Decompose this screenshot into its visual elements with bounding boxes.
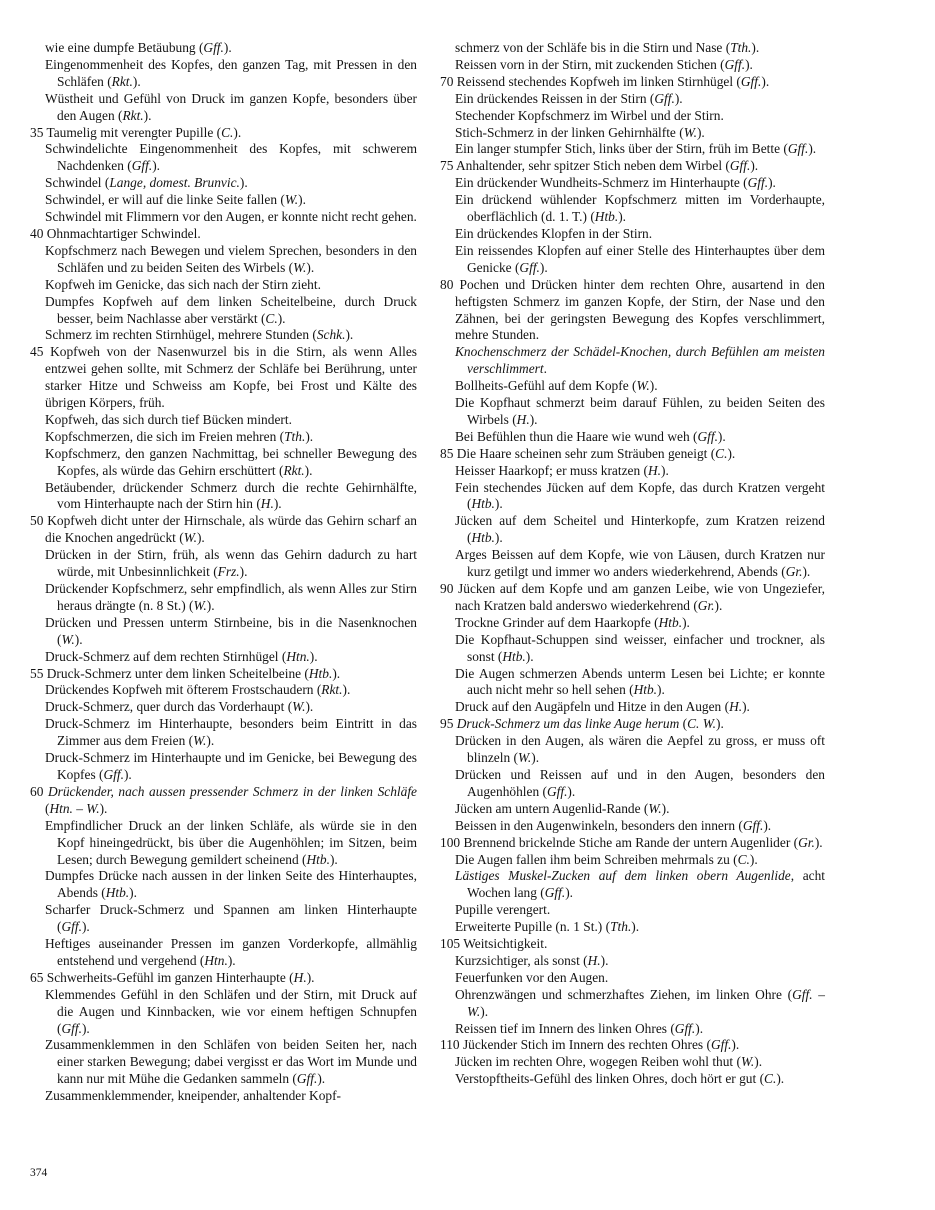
entry-text: Drückender Kopfschmerz, sehr empfindlich, als wenn Alles zur Stirn heraus drängte (n. 8 St.) (W.).: [45, 581, 417, 613]
entry-text: Dumpfes Kopfweh auf dem linken Scheitelbeine, durch Druck besser, beim Nachlasse aber verstärkt (C.).: [45, 293, 417, 326]
symptom-entry: [440, 835, 825, 852]
symptom-entry: [440, 125, 825, 142]
entry-text: Bollheits-Gefühl auf dem Kopfe (W.).: [455, 378, 658, 394]
entry-text: Verstopftheits-Gefühl des linken Ohres, doch hört er gut (C.).: [455, 1071, 785, 1087]
symptom-entry: [30, 226, 417, 243]
symptom-entry: [30, 175, 417, 192]
entry-text: Drücken und Reissen auf und in den Augen, besonders den Augenhöhlen (Gff.).: [455, 766, 825, 799]
symptom-entry: [440, 953, 825, 970]
entry-number: 85: [440, 445, 457, 461]
symptom-entry: [440, 108, 825, 125]
entry-text: Heftiges auseinander Pressen im ganzen Vorderkopfe, allmählig entstehend und vergehend (Htn.).: [45, 936, 417, 968]
symptom-entry: [440, 378, 825, 395]
entry-text: Kopfweh von der Nasenwurzel bis in die Stirn, als wenn Alles entzwei gehen sollte, mit Schmerz der Schläfe bei Berührung, unter starker Hitze und Schweiss am Kopfe, bei Frost und Kälte des übrigen Körpers, früh.: [45, 344, 417, 411]
entry-number: 80: [440, 276, 460, 292]
entry-text: Druck-Schmerz um das linke Auge herum (C. W.).: [456, 716, 724, 732]
entry-text: Ein drückender Wundheits-Schmerz im Hinterhaupte (Gff.).: [455, 175, 776, 191]
symptom-entry: [30, 987, 417, 1038]
symptom-entry: [30, 970, 417, 987]
symptom-entry: [30, 1037, 417, 1088]
symptom-entry: [30, 446, 417, 480]
entry-text: Ohrenzwängen und schmerzhaftes Ziehen, im linken Ohre (Gff. – W.).: [455, 986, 825, 1019]
entry-text: Druck-Schmerz im Hinterhaupte und im Genicke, bei Bewegung des Kopfes (Gff.).: [45, 750, 417, 782]
entry-text: Beissen in den Augenwinkeln, besonders den innern (Gff.).: [455, 817, 772, 833]
entry-text: Schwerheits-Gefühl im ganzen Hinterhaupte (H.).: [46, 969, 315, 985]
entry-text: Kopfweh dicht unter der Hirnschale, als würde das Gehirn scharf an die Knochen angedrückt (W.).: [45, 513, 417, 546]
entry-text: Kopfschmerz, den ganzen Nachmittag, bei schneller Bewegung des Kopfes, als würde das Gehirn erschüttert (Rkt.).: [45, 445, 417, 478]
symptom-entry: [440, 801, 825, 818]
symptom-entry: [30, 344, 417, 412]
symptom-entry: [440, 1021, 825, 1038]
symptom-entry: [30, 547, 417, 581]
symptom-entry: [440, 699, 825, 716]
entry-text: Kopfschmerz nach Bewegen und vielem Sprechen, besonders in den Schläfen und zu beiden Seiten des Wirbels (W.).: [45, 242, 417, 275]
entry-text: Jücken auf dem Kopfe und am ganzen Leibe, wie von Ungeziefer, nach Kratzen bald anderswo wiederkehrend (Gr.).: [455, 581, 826, 613]
symptom-entry: [440, 74, 825, 91]
symptom-entry: [440, 513, 825, 547]
symptom-entry: [30, 902, 417, 936]
entry-text: Ein reissendes Klopfen auf einer Stelle des Hinterhauptes über dem Genicke (Gff.).: [455, 242, 825, 275]
entry-text: Kopfweh, das sich durch tief Bücken mindert.: [45, 411, 292, 427]
symptom-entry: [440, 581, 825, 615]
symptom-entry: [440, 852, 825, 869]
symptom-entry: [440, 480, 825, 514]
symptom-entry: [30, 57, 417, 91]
symptom-entry: [440, 666, 825, 700]
symptom-entry: [30, 513, 417, 547]
symptom-entry: [30, 412, 417, 429]
symptom-entry: [30, 699, 417, 716]
entry-text: schmerz von der Schläfe bis in die Stirn und Nase (Tth.).: [455, 40, 760, 55]
entry-text: Weitsichtigkeit.: [463, 936, 548, 952]
entry-text: Erweiterte Pupille (n. 1 St.) (Tth.).: [455, 919, 640, 935]
symptom-entry: [440, 91, 825, 108]
entry-text: Schmerz im rechten Stirnhügel, mehrere Stunden (Schk.).: [45, 327, 354, 343]
page-number: 374: [30, 1167, 48, 1179]
symptom-entry: [30, 209, 417, 226]
symptom-entry: [30, 141, 417, 175]
symptom-entry: [30, 784, 417, 818]
symptom-entry: [30, 649, 417, 666]
entry-text: Pochen und Drücken hinter dem rechten Ohre, ausartend in den heftigsten Schmerz im ganzen Kopfe, der Stirn, der Nase und den Zähnen, bei der geringsten Bewegung des Kopfes verschlimmert, mehre Stunden.: [455, 276, 825, 343]
entry-text: Reissend stechendes Kopfweh im linken Stirnhügel (Gff.).: [456, 73, 770, 89]
symptom-entry: [30, 666, 417, 683]
entry-text: Arges Beissen auf dem Kopfe, wie von Läusen, durch Kratzen nur kurz getilgt und immer wo anders wiederkehrend, Abends (Gr.).: [455, 547, 825, 580]
entry-number: 65: [30, 969, 47, 985]
symptom-entry: [440, 970, 825, 987]
entry-text: Ohnmachtartiger Schwindel.: [46, 225, 201, 241]
symptom-entry: [30, 615, 417, 649]
symptom-entry: [440, 767, 825, 801]
entry-text: Druck-Schmerz unter dem linken Scheitelbeine (Htb.).: [46, 665, 341, 681]
symptom-entry: [30, 243, 417, 277]
symptom-entry: [440, 158, 825, 175]
entry-text: Drücken in der Stirn, früh, als wenn das Gehirn dadurch zu hart würde, mit Unbesinnlichkeit (Frz.).: [45, 547, 417, 580]
entry-number: 75: [440, 158, 456, 174]
entry-text: Taumelig mit verengter Pupille (C.).: [46, 124, 242, 140]
entry-text: Eingenommenheit des Kopfes, den ganzen Tag, mit Pressen in den Schläfen (Rkt.).: [45, 56, 417, 89]
symptom-entry: [440, 919, 825, 936]
entry-text: Drücken in den Augen, als wären die Aepfel zu gross, er muss oft blinzeln (W.).: [455, 733, 825, 766]
entry-text: Anhaltender, sehr spitzer Stich neben dem Wirbel (Gff.).: [456, 158, 759, 174]
entry-text: Lästiges Muskel-Zucken auf dem linken obern Augenlide, acht Wochen lang (Gff.).: [455, 868, 826, 901]
entry-number: 50: [30, 513, 48, 529]
symptom-entry: [440, 1037, 825, 1054]
symptom-entry: [30, 192, 417, 209]
entry-text: Druck-Schmerz, quer durch das Vorderhaupt (W.).: [45, 699, 314, 715]
entry-text: Scharfer Druck-Schmerz und Spannen am linken Hinterhaupte (Gff.).: [45, 902, 417, 935]
entry-text: Trockne Grinder auf dem Haarkopfe (Htb.).: [455, 614, 690, 630]
entry-number: 60: [30, 783, 48, 799]
entry-number: 95: [440, 716, 457, 732]
entry-number: 40: [30, 225, 47, 241]
symptom-entry: [440, 277, 825, 345]
entry-number: 35: [30, 124, 47, 140]
entry-text: Kurzsichtiger, als sonst (H.).: [455, 952, 609, 968]
symptom-entry: [440, 632, 825, 666]
entry-text: Zusammenklemmender, kneipender, anhaltender Kopf-: [45, 1088, 342, 1104]
symptom-entry: [440, 733, 825, 767]
symptom-entry: [440, 902, 825, 919]
symptom-entry: [440, 1071, 825, 1088]
entry-number: 70: [440, 73, 457, 89]
entry-text: Betäubender, drückender Schmerz durch die rechte Gehirnhälfte, vom Hinterhaupte nach der Stirn hin (H.).: [45, 479, 417, 512]
symptom-entry: [30, 40, 417, 57]
symptom-entry: [30, 818, 417, 869]
symptom-entry: [30, 581, 417, 615]
entry-text: Die Augen schmerzen Abends unterm Lesen bei Lichte; er konnte auch nicht mehr so hell sehen (Htb.).: [455, 665, 825, 698]
entry-text: Zusammenklemmen in den Schläfen von beiden Seiten her, nach einer starken Bewegung; dabei vergisst er das Wort im Munde und kann nur mit Mühe die Gedanken sammeln (Gff.).: [45, 1037, 417, 1087]
entry-text: Schwindelichte Eingenommenheit des Kopfes, mit schwerem Nachdenken (Gff.).: [45, 141, 417, 174]
symptom-entry: [440, 987, 825, 1021]
entry-text: Druck-Schmerz im Hinterhaupte, besonders beim Eintritt in das Zimmer aus dem Freien (W.).: [45, 716, 417, 749]
entry-text: Schwindel (Lange, domest. Brunvic.).: [45, 175, 248, 191]
entry-text: Die Kopfhaut schmerzt beim darauf Fühlen, zu beiden Seiten des Wirbels (H.).: [455, 395, 825, 427]
symptom-entry: [440, 141, 825, 158]
symptom-entry: [440, 868, 825, 902]
entry-text: Brennend brickelnde Stiche am Rande der untern Augenlider (Gr.).: [463, 834, 823, 850]
entry-text: Feuerfunken vor den Augen.: [455, 969, 609, 985]
symptom-entry: [440, 243, 825, 277]
entry-number: 110: [440, 1037, 463, 1053]
entry-text: Knochenschmerz der Schädel-Knochen, durch Befühlen am meisten verschlimmert.: [455, 344, 825, 377]
entry-text: Reissen vorn in der Stirn, mit zuckenden Stichen (Gff.).: [455, 56, 753, 72]
symptom-entry: [440, 429, 825, 446]
symptom-entry: [440, 936, 825, 953]
entry-text: Jücken auf dem Scheitel und Hinterkopfe, zum Kratzen reizend (Htb.).: [455, 513, 825, 546]
entry-text: Drückendes Kopfweh mit öfterem Frostschaudern (Rkt.).: [45, 682, 351, 698]
symptom-entry: [440, 192, 825, 226]
entry-text: Empfindlicher Druck an der linken Schläfe, als würde sie in den Kopf hineingedrückt, bis über die Augenhöhlen; im Sitzen, beim Lesen; durch Bewegung gemildert scheinend (Htb.).: [45, 817, 417, 867]
symptom-entry: [30, 91, 417, 125]
left-column: [30, 40, 417, 1105]
symptom-entry: [30, 936, 417, 970]
entry-text: Die Haare scheinen sehr zum Sträuben geneigt (C.).: [456, 445, 736, 461]
symptom-entry: [440, 226, 825, 243]
entry-text: Drückender, nach aussen pressender Schmerz in der linken Schläfe (Htn. – W.).: [45, 783, 417, 816]
entry-text: Bei Befühlen thun die Haare wie wund weh (Gff.).: [455, 428, 726, 444]
entry-text: Jücken am untern Augenlid-Rande (W.).: [455, 800, 670, 816]
entry-text: Stechender Kopfschmerz im Wirbel und der Stirn.: [455, 107, 724, 123]
symptom-entry: [30, 327, 417, 344]
entry-text: Kopfweh im Genicke, das sich nach der Stirn zieht.: [45, 276, 321, 292]
symptom-entry: [440, 1054, 825, 1071]
entry-number: 55: [30, 665, 47, 681]
entry-text: Fein stechendes Jücken auf dem Kopfe, das durch Kratzen vergeht (Htb.).: [455, 479, 825, 512]
symptom-entry: [440, 395, 825, 429]
entry-text: Ein drückend wühlender Kopfschmerz mitten im Vorderhaupte, oberflächlich (d. 1. T.) (Htb.).: [455, 192, 825, 225]
symptom-entry: [440, 57, 825, 74]
symptom-entry: [30, 480, 417, 514]
symptom-entry: [30, 716, 417, 750]
symptom-entry: [440, 175, 825, 192]
entry-number: 90: [440, 581, 459, 596]
entry-text: Die Kopfhaut-Schuppen sind weisser, einfacher und trockner, als sonst (Htb.).: [455, 631, 825, 664]
entry-text: Druck auf den Augäpfeln und Hitze in den Augen (H.).: [455, 699, 750, 715]
entry-text: Reissen tief im Innern des linken Ohres (Gff.).: [455, 1020, 704, 1036]
symptom-entry: [30, 277, 417, 294]
entry-text: Druck-Schmerz auf dem rechten Stirnhügel (Htn.).: [45, 648, 318, 664]
entry-text: Klemmendes Gefühl in den Schläfen und der Stirn, mit Druck auf die Augen und Kinnbacken, wie vor einem heftigen Schnupfen (Gff.).: [45, 986, 417, 1036]
entry-text: Die Augen fallen ihm beim Schreiben mehrmals zu (C.).: [455, 851, 758, 867]
entry-text: Schwindel mit Flimmern vor den Augen, er konnte nicht recht gehen.: [45, 209, 417, 225]
right-column: [440, 40, 825, 1088]
symptom-entry: [30, 750, 417, 784]
symptom-entry: [440, 818, 825, 835]
symptom-entry: [440, 615, 825, 632]
entry-text: Ein drückendes Reissen in der Stirn (Gff.).: [455, 90, 683, 106]
entry-number: 45: [30, 344, 51, 360]
symptom-entry: [30, 1088, 417, 1105]
entry-text: Heisser Haarkopf; er muss kratzen (H.).: [455, 462, 669, 478]
entry-text: Schwindel, er will auf die linke Seite fallen (W.).: [45, 192, 306, 208]
entry-number: 100: [440, 834, 464, 850]
symptom-entry: [30, 294, 417, 328]
symptom-entry: [440, 446, 825, 463]
symptom-entry: [440, 547, 825, 581]
symptom-entry: [440, 463, 825, 480]
entry-text: Kopfschmerzen, die sich im Freien mehren (Tth.).: [45, 428, 314, 444]
symptom-entry: [440, 716, 825, 733]
symptom-entry: [30, 868, 417, 902]
entry-text: Wüstheit und Gefühl von Druck im ganzen Kopfe, besonders über den Augen (Rkt.).: [45, 90, 417, 123]
entry-text: Drücken und Pressen unterm Stirnbeine, bis in die Nasenknochen (W.).: [45, 614, 417, 647]
symptom-entry: [30, 125, 417, 142]
symptom-entry: [30, 682, 417, 699]
entry-text: Dumpfes Drücke nach aussen in der linken Seite des Hinterhauptes, Abends (Htb.).: [45, 868, 417, 901]
symptom-entry: [440, 40, 825, 57]
entry-text: Stich-Schmerz in der linken Gehirnhälfte (W.).: [455, 124, 705, 140]
symptom-entry: [440, 344, 825, 378]
entry-text: Ein langer stumpfer Stich, links über der Stirn, früh im Bette (Gff.).: [455, 141, 817, 157]
symptom-entry: [30, 429, 417, 446]
entry-text: Jücken im rechten Ohre, wogegen Reiben wohl thut (W.).: [455, 1054, 763, 1070]
entry-text: Ein drückendes Klopfen in der Stirn.: [455, 225, 653, 241]
entry-number: 105: [440, 936, 464, 952]
entry-text: Jückender Stich im Innern des rechten Ohres (Gff.).: [462, 1037, 740, 1053]
entry-text: Pupille verengert.: [455, 902, 551, 918]
entry-text: wie eine dumpfe Betäubung (Gff.).: [45, 40, 232, 55]
